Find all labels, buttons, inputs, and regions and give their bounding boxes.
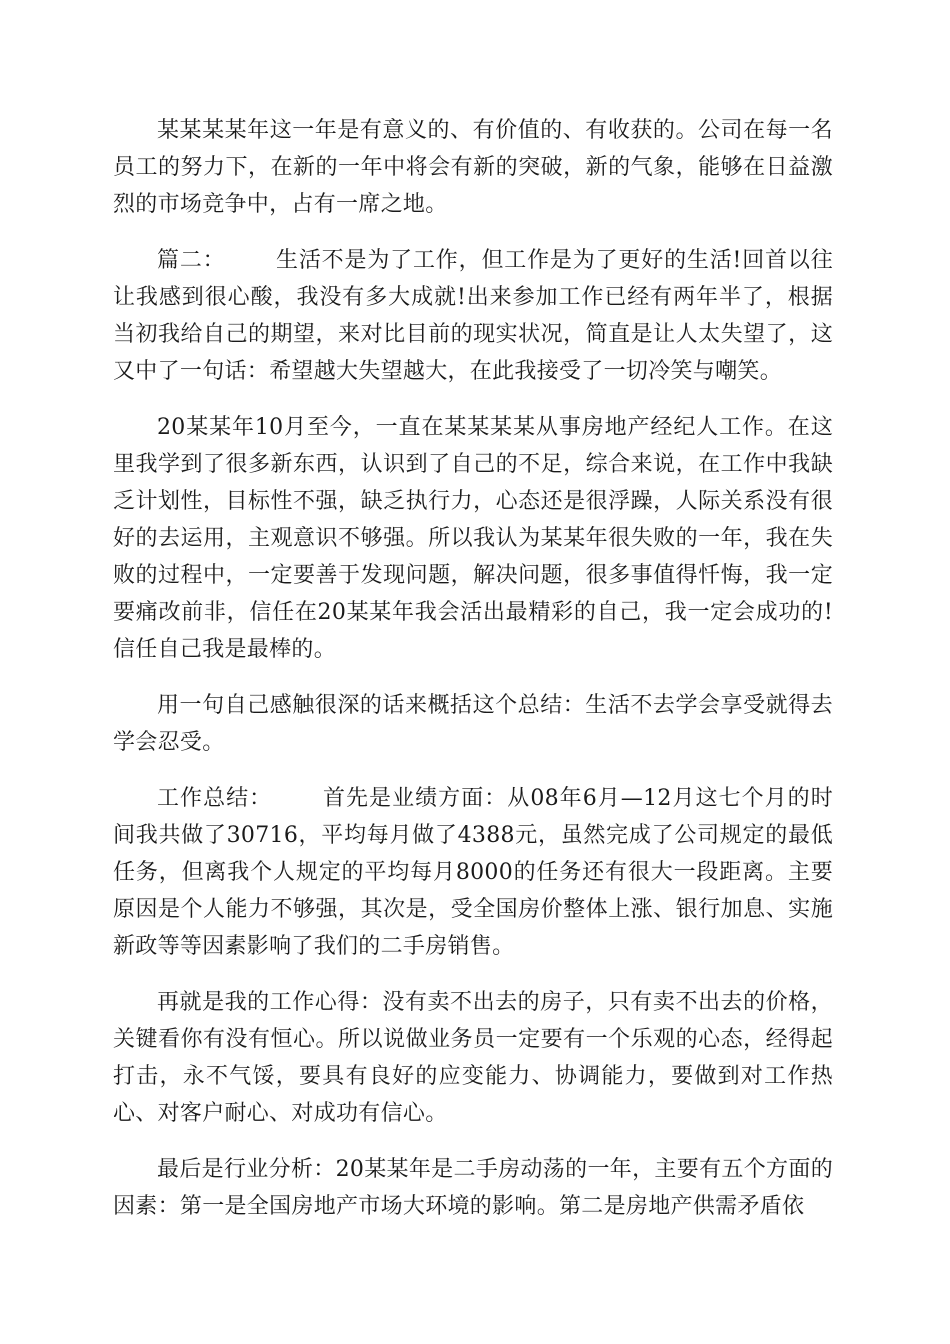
paragraph-company-year [113,112,833,223]
section-label: 工作总结： [157,786,273,811]
paragraph-chapter-two [113,242,833,390]
paragraph-work-summary [113,780,833,965]
paragraph-text: 最后是行业分析：20某某年是二手房动荡的一年，主要有五个方面的因素：第一是全国房地产市场大环境的影响。第二是房地产供需矛盾依 [113,1157,833,1219]
paragraph-summary-quote [113,687,833,761]
paragraph-work-experience [113,409,833,668]
paragraph-text: 某某某某年这一年是有意义的、有价值的、有收获的。公司在每一名员工的努力下，在新的一年中将会有新的突破，新的气象，能够在日益激烈的市场竞争中，占有一席之地。 [113,118,833,217]
paragraph-text: 用一句自己感触很深的话来概括这个总结：生活不去学会享受就得去学会忍受。 [113,693,833,755]
paragraph-text: 20某某年10月至今，一直在某某某某从事房地产经纪人工作。在这里我学到了很多新东西，认识到了自己的不足，综合来说，在工作中我缺乏计划性，目标性不强，缺乏执行力，心态还是很浮躁，人际关系没有很好的去运用，主观意识不够强。所以我认为某某年很失败的一年，我在失败的过程中，一定要善于发现问题，解决问题，很多事值得忏悔，我一定要痛改前非，信任在20某某年我会活出最精彩的自己，我一定会成功的!信任自己我是最棒的。 [113,415,833,662]
paragraph-industry-analysis [113,1151,833,1225]
paragraph-text: 生活不是为了工作，但工作是为了更好的生活!回首以往让我感到很心酸，我没有多大成就!出来参加工作已经有两年半了，根据当初我给自己的期望，来对比目前的现实状况，简直是让人太失望了，这又中了一句话：希望越大失望越大，在此我接受了一切冷笑与嘲笑。 [113,248,833,384]
paragraph-text: 再就是我的工作心得：没有卖不出去的房子，只有卖不出去的价格，关键看你有没有恒心。所以说做业务员一定要有一个乐观的心态，经得起打击，永不气馁，要具有良好的应变能力、协调能力，要做到对工作热心、对客户耐心、对成功有信心。 [113,990,833,1126]
section-label: 篇二： [157,248,226,273]
paragraph-text: 首先是业绩方面：从08年6月—12月这七个月的时间我共做了30716，平均每月做了4388元，虽然完成了公司规定的最低任务，但离我个人规定的平均每月8000的任务还有很大一段距离。主要原因是个人能力不够强，其次是，受全国房价整体上涨、银行加息、实施新政等等因素影响了我们的二手房销售。 [113,786,833,959]
paragraph-work-insights [113,984,833,1132]
document-body [113,112,833,1244]
